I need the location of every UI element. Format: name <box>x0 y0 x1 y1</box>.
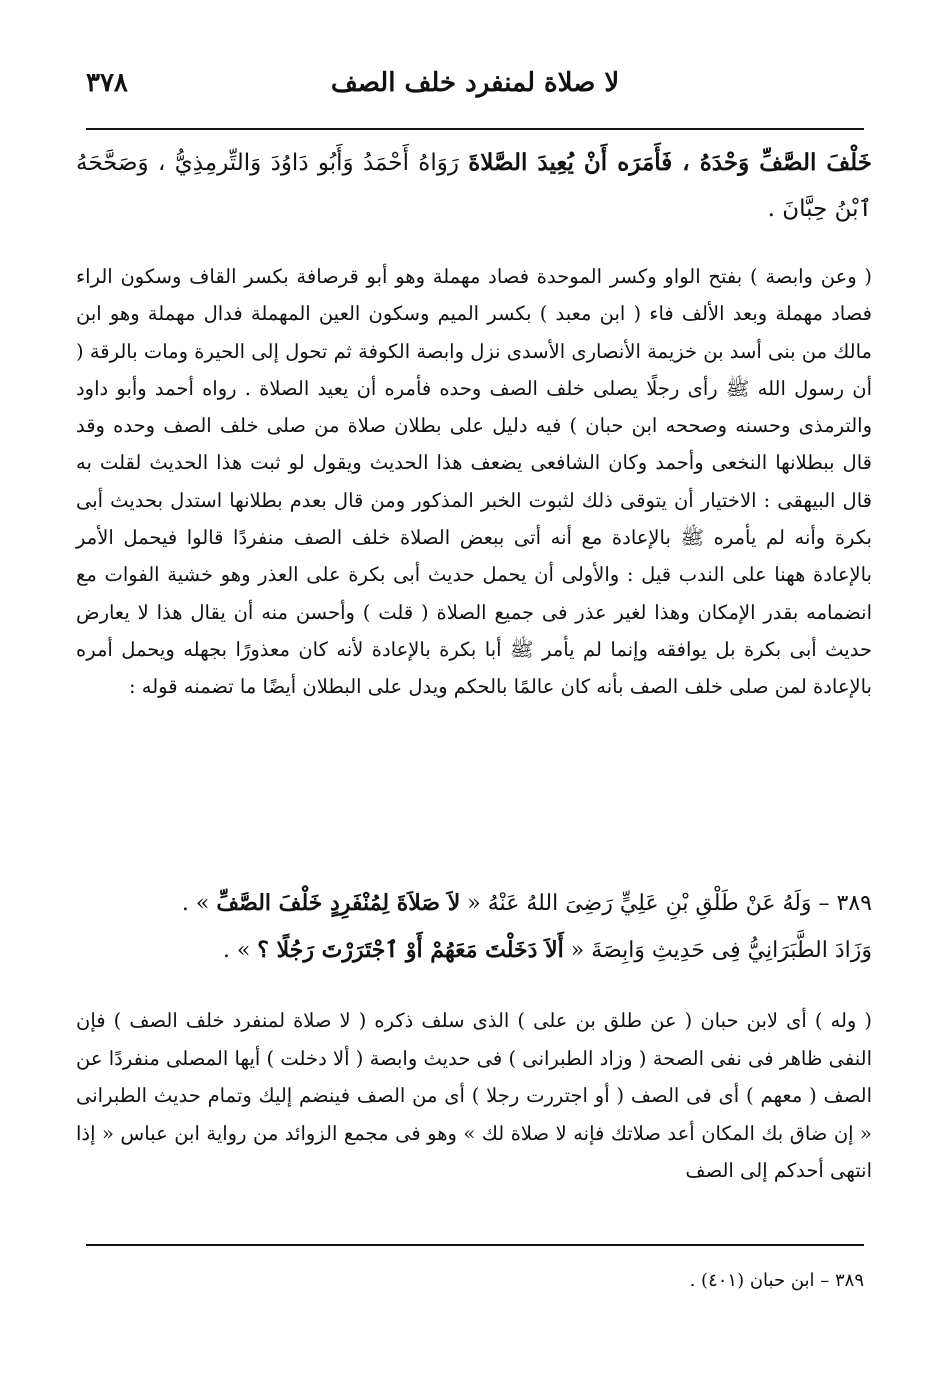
hadith-389-line-1-end: » . <box>181 891 217 916</box>
footnote: ٣٨٩ – ابن حبان (٤٠١) . <box>689 1270 864 1291</box>
hadith-389 <box>76 880 872 974</box>
commentary-text-1: ( وعن وابصة ) بفتح الواو وكسر الموحدة فصاد مهملة وهو أبو قرصافة بكسر القاف وسكون الراء فصاد مهملة وبعد الألف فاء ( ابن معبد ) بكسر الميم وسكون العين المهملة فدال مهملة وهو ابن مالك من بنى أسد بن خزيمة الأنصارى الأسدى نزل وابصة الكوفة ثم تحول إلى الحيرة ومات بالرقة ( أن رسول الله ﷺ رأى رجلًا يصلى خلف الصف وحده فأمره أن يعيد الصلاة . رواه أحمد وأبو داود والترمذى وحسنه وصححه ابن حبان ) فيه دليل على بطلان صلاة من صلى خلف الصف وحده وقد قال ببطلانها النخعى وأحمد وكان الشافعى يضعف هذا الحديث ويقول لو ثبت هذا الحديث لقلت به قال البيهقى : الاختيار أن يتوقى ذلك لثبوت الخبر المذكور ومن قال بعدم بطلانها استدل بحديث أبى بكرة وأنه لم يأمره ﷺ بالإعادة مع أنه أتى ببعض الصلاة خلف الصف منفردًا قالوا فيحمل الأمر بالإعادة ههنا على الندب قيل : والأولى أن يحمل حديث أبى بكرة على العذر وهو خشية الفوات مع انضمامه بقدر الإمكان وهذا لغير عذر فى جميع الصلاة ( قلت ) وأحسن منه أن يقال هذا لا يعارض حديث أبى بكرة بل يوافقه وإنما لم يأمر ﷺ أبا بكرة بالإعادة لأنه كان معذورًا بجهله ويحمل أمره بالإعادة لمن صلى خلف الصف بأنه كان عالمًا بالحكم ويدل على البطلان أيضًا ما تضمنه قوله : <box>76 265 872 699</box>
hadith-continuation <box>76 140 872 232</box>
hadith-continuation-text <box>76 140 872 232</box>
hadith-389-line-2-end: » . <box>222 938 258 963</box>
page-number: ٣٧٨ <box>86 68 128 98</box>
hadith-389-line-1 <box>76 880 872 927</box>
footnote-rule <box>86 1244 864 1246</box>
running-title: لا صلاة لمنفرد خلف الصف <box>330 68 620 98</box>
commentary-paragraph-2 <box>76 1002 872 1190</box>
page-header <box>86 62 864 110</box>
hadith-389-line-2-bold: أَلاَ دَخَلْتَ مَعَهُمْ أَوْ ٱجْتَرَرْتَ رَجُلًا ؟ <box>257 937 564 963</box>
hadith-text-plain: رَوَاهُ أَحْمَدُ وَأَبُو دَاوُدَ وَالتِّرمِذِيُّ ، وَصَحَّحَهُ ٱبْنُ حِبَّانَ . <box>76 150 872 222</box>
commentary-text-2: ( وله ) أى لابن حبان ( عن طلق بن على ) الذى سلف ذكره ( لا صلاة لمنفرد خلف الصف ) فإن النفى ظاهر فى نفى الصحة ( وزاد الطبرانى ) فى حديث وابصة ( ألا دخلت ) أيها المصلى منفردًا عن الصف ( معهم ) أى فى الصف ( أو اجتررت رجلا ) أى من الصف فينضم إليك وتمام حديث الطبرانى « إن ضاق بك المكان أعد صلاتك فإنه لا صلاة لك » وهو فى مجمع الزوائد من رواية ابن عباس « إذا انتهى أحدكم إلى الصف <box>76 1009 872 1182</box>
hadith-389-line-2 <box>76 927 872 974</box>
hadith-389-line-2-plain: وَزَادَ الطَّبَرَانِيُّ فِى حَدِيثِ وَابِصَةَ « <box>563 938 872 963</box>
header-rule <box>86 128 864 130</box>
hadith-389-line-1-plain: ٣٨٩ – وَلَهُ عَنْ طَلْقِ بْنِ عَلِيٍّ رَضِىَ اللهُ عَنْهُ « <box>460 891 872 916</box>
commentary-paragraph-1 <box>76 258 872 706</box>
hadith-389-line-1-bold: لاَ صَلاَةَ لِمُنْفَرِدٍ خَلْفَ الصَّفِّ <box>216 890 461 916</box>
hadith-text-bold: خَلْفَ الصَّفِّ وَحْدَهُ ، فَأَمَرَه أَنْ يُعِيدَ الصَّلاةَ <box>468 149 872 176</box>
